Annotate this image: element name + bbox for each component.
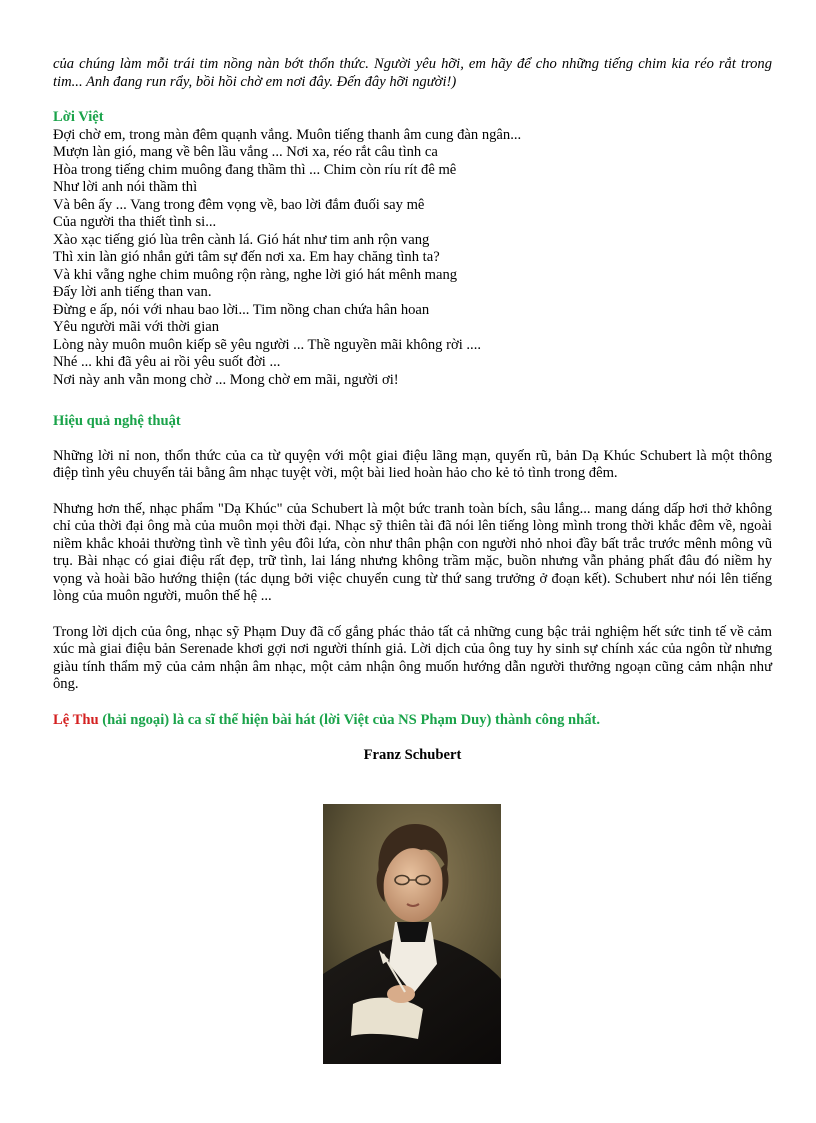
body-paragraph: Những lời nỉ non, thổn thức của ca từ quyện với một giai điệu lãng mạn, quyến rũ, bản Dạ Khúc Schubert là một thông điệp tình yêu chuyển tải bằng âm nhạc tuyệt vời, một bài lied hoàn hảo cho kẻ tỏ tình trong đêm. bbox=[53, 447, 772, 481]
hieu-qua-heading: Hiệu quả nghệ thuật bbox=[53, 413, 181, 429]
lyric-line: Và bên ấy ... Vang trong đêm vọng về, bao lời đắm đuối say mê bbox=[53, 196, 425, 213]
lyric-line: Nơi này anh vẫn mong chờ ... Mong chờ em mãi, người ơi! bbox=[53, 371, 399, 388]
lyric-line: Xào xạc tiếng gió lùa trên cành lá. Gió hát như tim anh rộn vang bbox=[53, 231, 430, 248]
lyric-line: Đấy lời anh tiếng than van. bbox=[53, 284, 212, 300]
body-paragraph: Trong lời dịch của ông, nhạc sỹ Phạm Duy đã cố gắng phác thảo tất cả những cung bậc trải nghiệm hết sức tinh tế về cảm xúc mà giai điệu bản Serenade khơi gợi nơi người thính giả. Lời dịch của ông tuy hy sinh sự chính xác của ngôn từ nhưng giàu tính thẩm mỹ của cảm nhận âm nhạc, một cảm nhận ông muốn hướng dẫn người thưởng ngoạn cũng cảm nhận như ông. bbox=[53, 623, 772, 692]
lyric-line: Đợi chờ em, trong màn đêm quạnh vắng. Muôn tiếng thanh âm cung đàn ngân... bbox=[53, 126, 522, 143]
lyric-line: Của người tha thiết tình si... bbox=[53, 214, 217, 230]
document-body bbox=[53, 56, 772, 779]
lyric-line: Thì xin làn gió nhắn gửi tâm sự đến nơi xa. Em hay chăng tình ta? bbox=[53, 249, 440, 265]
lyric-line: Đừng e ấp, nói với nhau bao lời... Tim nồng chan chứa hân hoan bbox=[53, 301, 430, 318]
lyric-line: Yêu người mãi với thời gian bbox=[53, 319, 220, 335]
lyric-line: Mượn làn gió, mang về bên lầu vắng ... Nơi xa, réo rắt câu tình ca bbox=[53, 144, 438, 160]
schubert-portrait-image bbox=[323, 804, 501, 1064]
lyrics-block bbox=[53, 127, 772, 390]
portrait-illustration bbox=[323, 804, 501, 1064]
singer-credit-text: (hải ngoại) là ca sĩ thể hiện bài hát (lời Việt của NS Phạm Duy) thành công nhất. bbox=[98, 711, 601, 728]
singer-credit bbox=[53, 712, 772, 730]
singer-name: Lệ Thu bbox=[53, 711, 99, 728]
lyric-line: Và khi vẵng nghe chim muông rộn ràng, nghe lời gió hát mênh mang bbox=[53, 266, 458, 283]
body-paragraph: Nhưng hơn thế, nhạc phẩm "Dạ Khúc" của Schubert là một bức tranh toàn bích, sâu lắng... mang dáng dấp hơi thở không chỉ của thời đại ông mà của muôn mọi thời đại. Nhạc sỹ thiên tài đã nói lên tiếng lòng mình trong thời khắc đêm về, ngoài niềm khắc khoải thường tình về tình yêu đôi lứa, còn như thân phận con người nhỏ nhoi đầy bất trắc trước mênh mông vũ trụ. Bài nhạc có giai điệu rất đẹp, trữ tình, lai láng nhưng không trầm mặc, buồn nhưng vẫn phảng phất đâu đó niềm hy vọng và hoài bão hướng thiện (tác dụng bởi việc chuyển cung từ thứ sang trưởng ở đoạn kết). Schubert như nói lên tiếng lòng của muôn người, muôn thế hệ ... bbox=[53, 500, 772, 604]
lyric-line: Như lời anh nói thầm thì bbox=[53, 179, 198, 195]
loi-viet-heading: Lời Việt bbox=[53, 109, 104, 125]
intro-paragraph: của chúng làm mỗi trái tim nồng nàn bớt thổn thức. Người yêu hỡi, em hãy để cho những tiếng chim kia réo rắt trong tim... Anh đang run rẩy, bồi hồi chờ em nơi đây. Đến đây hỡi người!) bbox=[53, 56, 772, 90]
lyric-line: Hòa trong tiếng chim muông đang thầm thì ... Chim còn ríu rít đê mê bbox=[53, 161, 457, 178]
lyric-line: Nhé ... khi đã yêu ai rồi yêu suốt đời ... bbox=[53, 354, 281, 370]
lyric-line: Lòng này muôn muôn kiếp sẽ yêu người ... Thề nguyền mãi không rời .... bbox=[53, 336, 481, 353]
portrait-caption: Franz Schubert bbox=[363, 747, 462, 763]
